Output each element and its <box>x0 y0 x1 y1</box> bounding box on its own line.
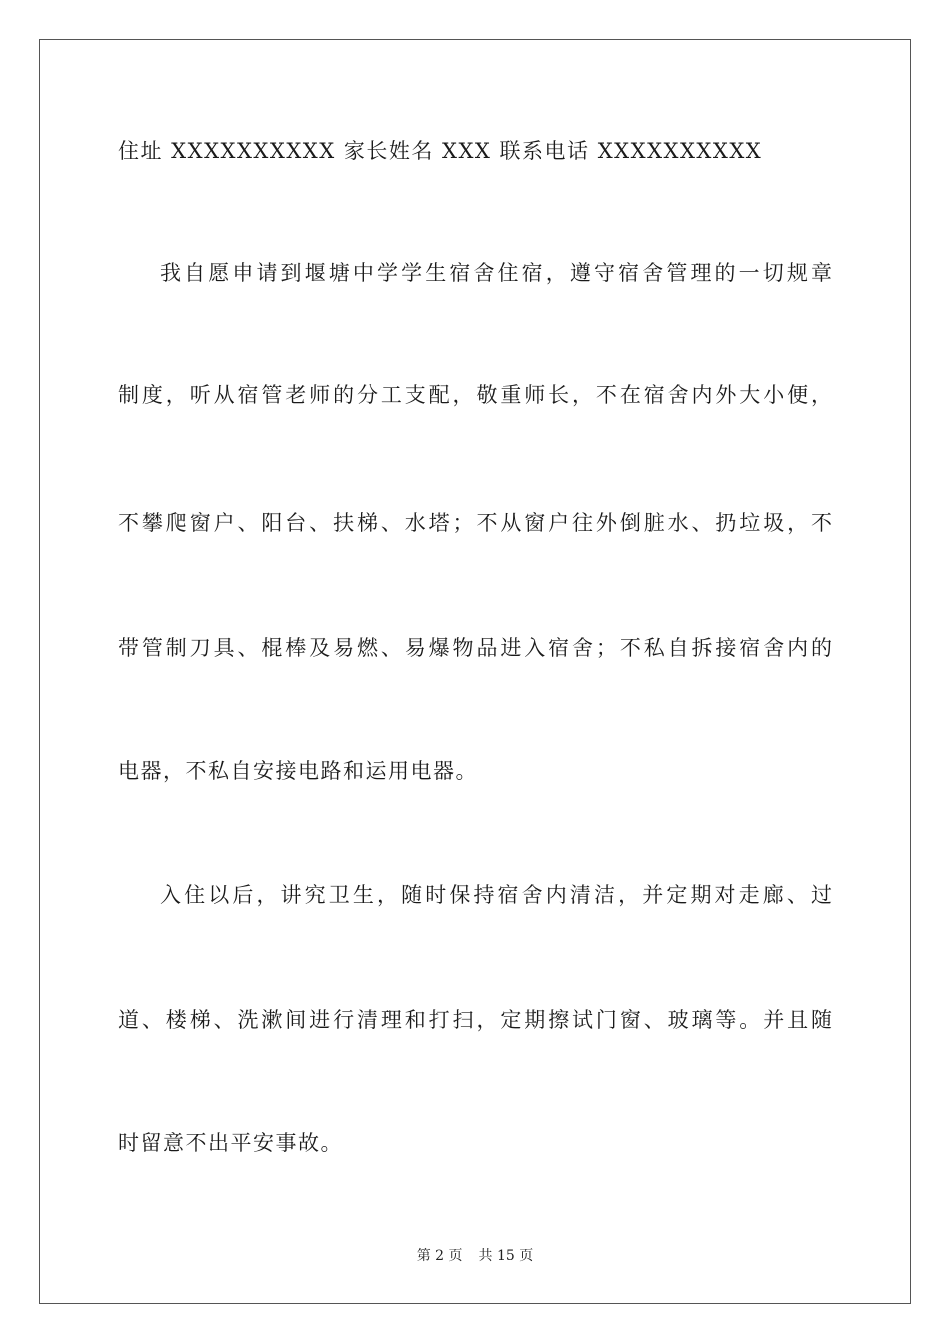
paragraph-1-line-3: 不攀爬窗户、阳台、扶梯、水塔；不从窗户往外倒脏水、扔垃圾，不 <box>118 511 832 535</box>
paragraph-2-line-2: 道、楼梯、洗漱间进行清理和打扫，定期擦试门窗、玻璃等。并且随 <box>118 1008 832 1032</box>
paragraph-1-line-1: 我自愿申请到堰塘中学学生宿舍住宿，遵守宿舍管理的一切规章 <box>160 261 832 285</box>
page-number-label: 第 2 页 <box>416 1248 463 1264</box>
paragraph-1-line-2: 制度，听从宿管老师的分工支配，敬重师长，不在宿舍内外大小便， <box>118 383 832 407</box>
paragraph-1-line-5: 电器，不私自安接电路和运用电器。 <box>118 759 478 783</box>
paragraph-1-line-4: 带管制刀具、棍棒及易燃、易爆物品进入宿舍；不私自拆接宿舍内的 <box>118 636 832 660</box>
page-border <box>39 39 911 1304</box>
page-total-label: 共 15 页 <box>478 1248 534 1264</box>
header-info-line: 住址 XXXXXXXXXX 家长姓名 XXX 联系电话 XXXXXXXXXX <box>118 139 763 163</box>
paragraph-2-line-1: 入住以后，讲究卫生，随时保持宿舍内清洁，并定期对走廊、过 <box>160 883 832 907</box>
paragraph-2-line-3: 时留意不出平安事故。 <box>118 1131 343 1155</box>
page-footer <box>0 1246 950 1266</box>
